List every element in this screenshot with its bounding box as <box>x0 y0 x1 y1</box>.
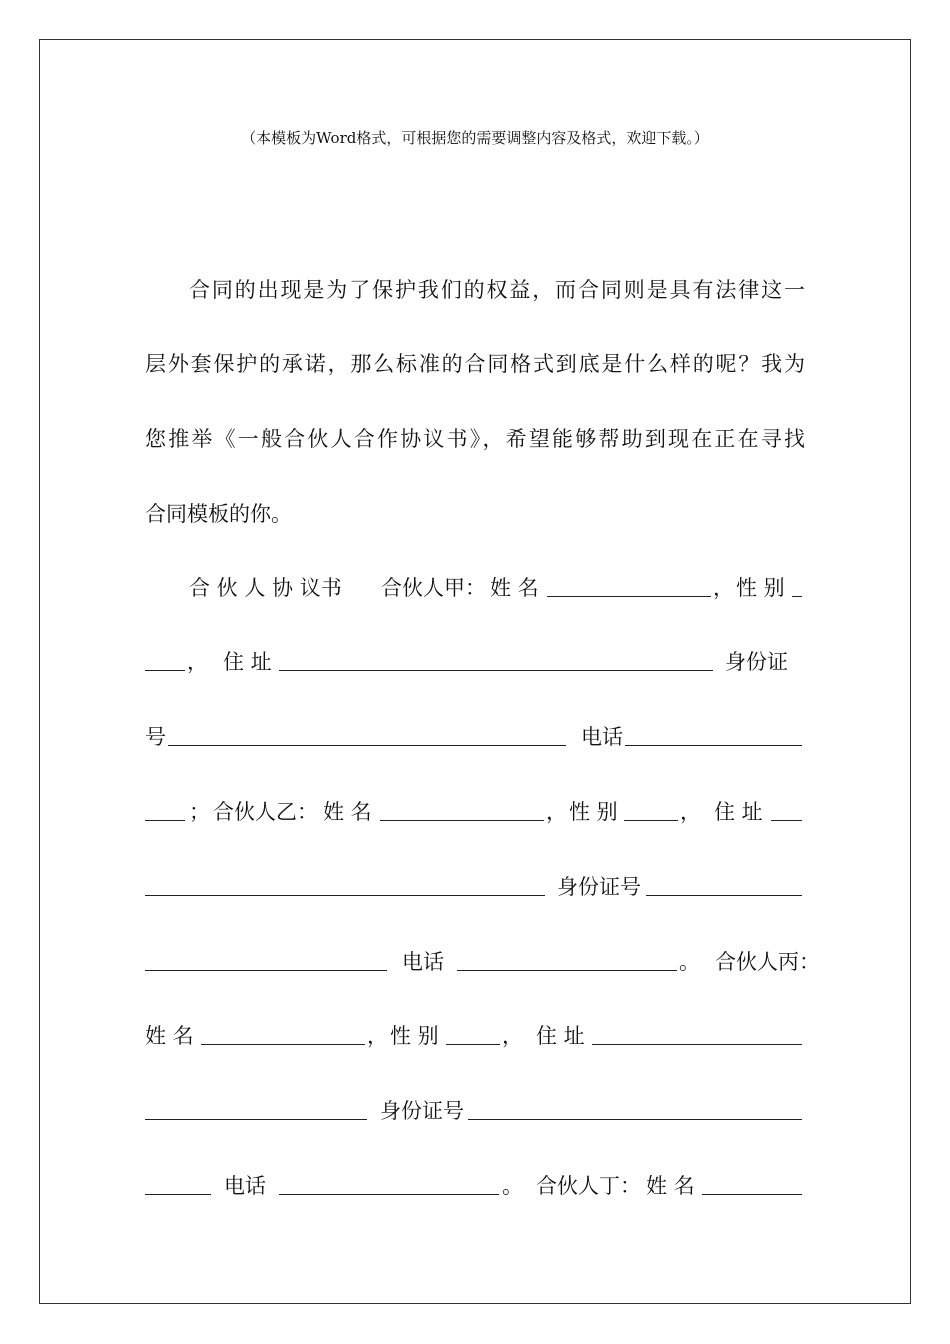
partner-b-gender-blank[interactable] <box>624 798 678 821</box>
partner-a-id-blank[interactable] <box>168 723 566 746</box>
partner-c-phone-label: 电话 <box>224 1174 266 1198</box>
form-line-1 <box>145 574 815 602</box>
partner-a-name-blank[interactable] <box>547 574 711 597</box>
partner-a-phone-blank-cont[interactable] <box>145 798 185 821</box>
intro-line-4: 合同模板的你。 <box>145 502 292 526</box>
partner-a-gender-label: 性 别 <box>736 576 785 600</box>
period: 。 <box>679 950 700 974</box>
form-line-9 <box>145 1172 815 1200</box>
form-line-5 <box>145 873 815 901</box>
partner-b-phone-label: 电话 <box>402 950 444 974</box>
partner-b-id-blank[interactable] <box>646 873 802 896</box>
partner-b-address-label: 住 址 <box>714 800 763 824</box>
comma: ， <box>367 1024 388 1048</box>
partner-a-label: 合伙人甲： <box>381 576 486 600</box>
partner-d-label: 合伙人丁： <box>536 1174 641 1198</box>
intro-line-1: 合同的出现是为了保护我们的权益，而合同则是具有法律这一 <box>189 278 805 302</box>
partner-b-address-blank[interactable] <box>771 798 802 821</box>
comma: ， <box>502 1024 523 1048</box>
partner-a-address-blank[interactable] <box>279 648 713 671</box>
partner-b-address-blank-cont[interactable] <box>145 873 545 896</box>
partner-c-label: 合伙人丙： <box>715 950 820 974</box>
period: 。 <box>502 1174 523 1198</box>
comma: ， <box>546 800 567 824</box>
comma: ， <box>713 576 734 600</box>
form-line-7 <box>145 1022 815 1050</box>
form-line-2 <box>145 648 815 676</box>
partner-d-name-label: 姓 名 <box>646 1174 695 1198</box>
partner-a-name-label: 姓 名 <box>490 576 539 600</box>
form-line-6 <box>145 948 825 976</box>
partner-c-name-blank[interactable] <box>201 1022 365 1045</box>
partner-c-gender-label: 性 别 <box>390 1024 439 1048</box>
agreement-heading: 合 伙 人 协 议书 <box>189 576 342 600</box>
partner-a-phone-blank[interactable] <box>625 723 802 746</box>
partner-b-id-blank-cont[interactable] <box>145 948 387 971</box>
partner-b-gender-label: 性 别 <box>569 800 618 824</box>
partner-a-gender-blank-cont[interactable] <box>145 648 185 671</box>
partner-a-phone-label: 电话 <box>581 725 623 749</box>
partner-c-address-label: 住 址 <box>536 1024 585 1048</box>
form-line-4 <box>145 798 815 826</box>
form-line-3 <box>145 723 815 751</box>
comma: ， <box>187 650 208 674</box>
partner-a-id-label: 身份证 <box>725 650 788 674</box>
partner-c-phone-blank[interactable] <box>279 1172 499 1195</box>
partner-c-address-blank-cont[interactable] <box>145 1097 367 1120</box>
partner-b-phone-blank[interactable] <box>457 948 677 971</box>
intro-line-2: 层外套保护的承诺，那么标准的合同格式到底是什么样的呢？我为 <box>145 352 805 376</box>
partner-b-label: 合伙人乙： <box>213 800 318 824</box>
partner-b-name-blank[interactable] <box>380 798 544 821</box>
partner-b-name-label: 姓 名 <box>323 800 372 824</box>
partner-a-address-label: 住 址 <box>223 650 272 674</box>
form-line-8 <box>145 1097 815 1125</box>
partner-c-id-label: 身份证号 <box>380 1099 464 1123</box>
partner-a-gender-blank[interactable] <box>792 574 802 597</box>
partner-c-id-blank[interactable] <box>468 1097 802 1120</box>
partner-c-address-blank[interactable] <box>592 1022 802 1045</box>
partner-d-name-blank[interactable] <box>702 1172 802 1195</box>
comma: ， <box>680 800 701 824</box>
semicolon: ； <box>189 800 210 824</box>
partner-a-id-label-cont: 号 <box>145 725 166 749</box>
partner-c-name-label: 姓 名 <box>145 1024 194 1048</box>
partner-b-id-label: 身份证号 <box>557 875 641 899</box>
partner-c-id-blank-cont[interactable] <box>145 1172 211 1195</box>
partner-c-gender-blank[interactable] <box>446 1022 500 1045</box>
intro-line-3: 您推举《一般合伙人合作协议书》，希望能够帮助到现在正在寻找 <box>145 427 805 451</box>
template-notice: （本模板为Word格式，可根据您的需要调整内容及格式，欢迎下载。） <box>241 129 709 147</box>
